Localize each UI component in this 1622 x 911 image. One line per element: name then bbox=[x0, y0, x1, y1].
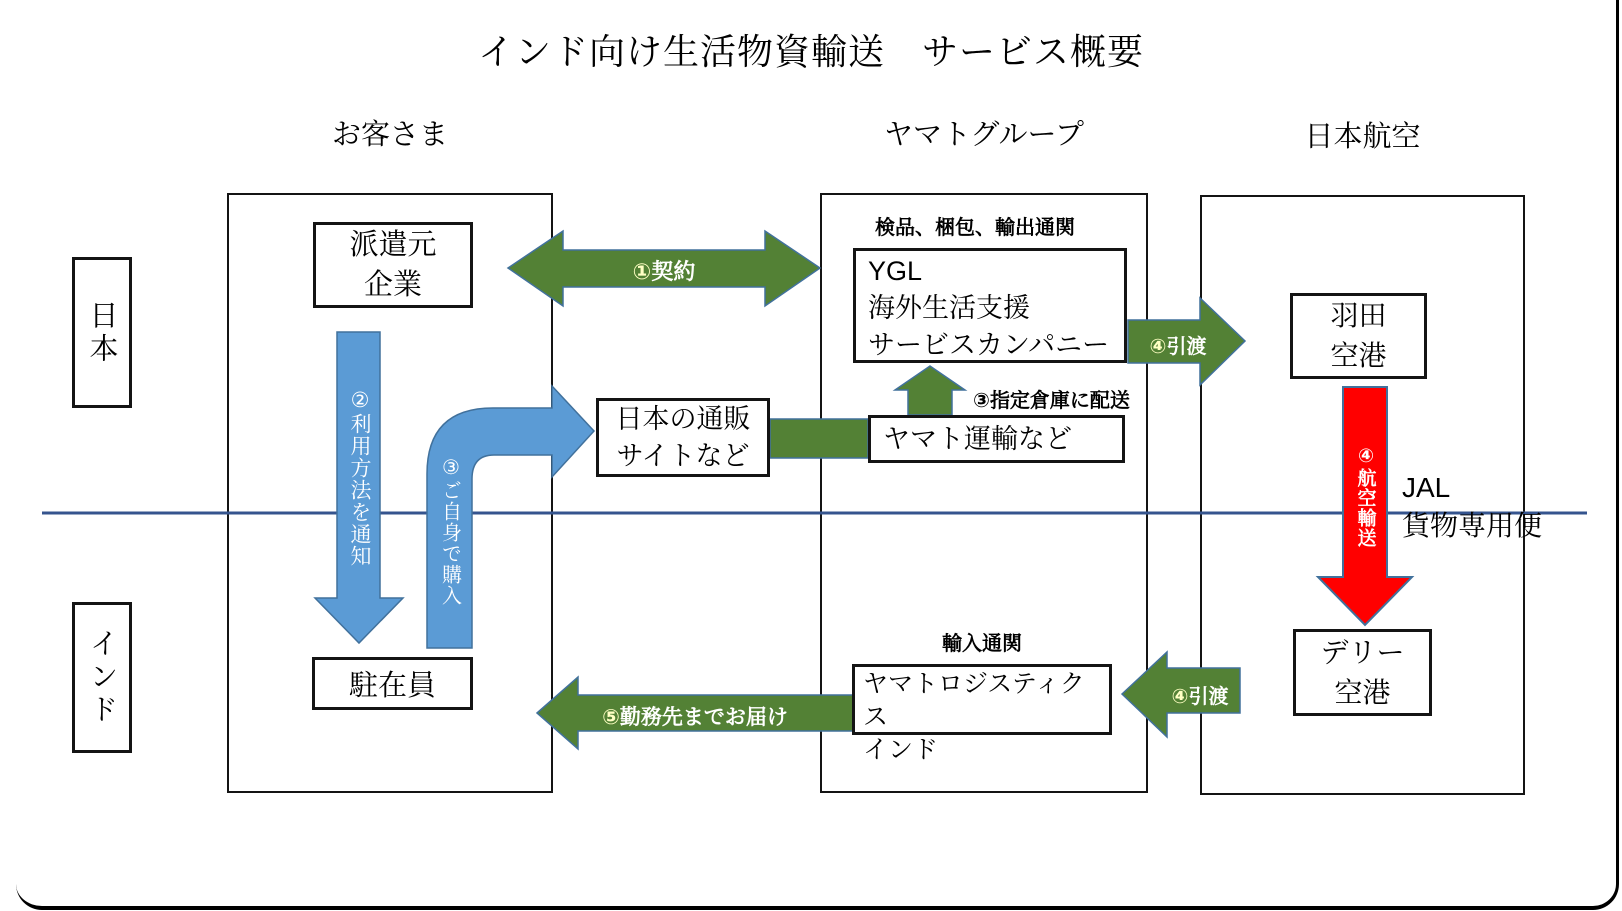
ygl-box bbox=[853, 248, 1127, 363]
page-title: インド向け生活物資輸送 サービス概要 bbox=[477, 31, 1144, 72]
self-purchase-arrow-label bbox=[435, 450, 465, 610]
delhi-line1: デリー bbox=[1320, 636, 1405, 668]
handover-japan-text: 引渡 bbox=[1166, 336, 1207, 358]
column-header-yamato-group: ヤマトグループ bbox=[883, 119, 1085, 151]
ec-site-box bbox=[596, 398, 770, 477]
ygl-line2: 海外生活支援 bbox=[868, 293, 1030, 323]
ygl-line1: YGL bbox=[868, 256, 923, 286]
warehouse-delivery-arrow bbox=[895, 366, 965, 415]
handover-india-number: ④ bbox=[1171, 686, 1189, 708]
yamato-transport-label: ヤマト運輸など bbox=[883, 424, 1072, 454]
contract-arrow-number: ① bbox=[632, 259, 652, 284]
handover-japan-arrow-label bbox=[1128, 330, 1228, 359]
warehouse-delivery-text: 指定倉庫に配送 bbox=[989, 390, 1130, 412]
jal-cargo-line2: 貨物専用便 bbox=[1402, 510, 1543, 541]
delhi-line2: 空港 bbox=[1334, 676, 1391, 708]
self-purchase-text: ご自身で購入 bbox=[438, 479, 461, 606]
air-transport-text: 航空輸送 bbox=[1354, 467, 1376, 548]
air-transport-number: ④ bbox=[1355, 444, 1376, 468]
ec-site-line2: サイトなど bbox=[616, 440, 750, 471]
handover-india-arrow-label bbox=[1155, 680, 1245, 709]
dispatch-company-box bbox=[313, 222, 473, 308]
air-transport-arrow-label bbox=[1350, 426, 1380, 566]
warehouse-delivery-number: ③ bbox=[973, 390, 990, 412]
handover-india-text: 引渡 bbox=[1188, 686, 1229, 708]
ygl-line3: サービスカンパニー bbox=[868, 330, 1110, 360]
self-purchase-number: ③ bbox=[439, 454, 461, 480]
ec-site-line1: 日本の通販 bbox=[615, 403, 751, 434]
final-delivery-text: 勤務先までお届け bbox=[619, 706, 788, 729]
yamato-logistics-box bbox=[852, 664, 1112, 764]
notify-usage-arrow-label bbox=[343, 372, 375, 582]
yamato-logistics-line2: インド bbox=[863, 736, 939, 764]
ygl-caption: 検品、梱包、輸出通関 bbox=[875, 217, 1075, 239]
haneda-line2: 空港 bbox=[1330, 340, 1387, 371]
column-header-customer: お客さま bbox=[331, 119, 448, 151]
delhi-airport-box bbox=[1293, 629, 1432, 716]
expatriate-label: 駐在員 bbox=[348, 670, 436, 702]
final-delivery-number: ⑤ bbox=[602, 706, 620, 729]
haneda-line1: 羽田 bbox=[1330, 300, 1387, 331]
dispatch-company-line1: 派遣元 bbox=[349, 229, 437, 261]
expatriate-box bbox=[312, 657, 473, 710]
jal-cargo-annotation bbox=[1402, 469, 1542, 545]
haneda-airport-box bbox=[1290, 293, 1427, 379]
yamato-logistics-line1: ヤマトロジスティクス bbox=[863, 670, 1085, 731]
yamato-transport-box bbox=[868, 415, 1125, 463]
dispatch-company-line2: 企業 bbox=[363, 269, 422, 301]
final-delivery-arrow-label bbox=[560, 701, 830, 731]
notify-usage-number: ② bbox=[348, 387, 371, 413]
region-label-japan: 日本 bbox=[72, 257, 132, 408]
region-label-india: インド bbox=[72, 602, 132, 753]
contract-arrow-text: 契約 bbox=[651, 259, 696, 284]
contract-arrow-label bbox=[508, 255, 820, 286]
column-header-japan-airlines: 日本航空 bbox=[1304, 121, 1421, 153]
import-customs-caption: 輸入通関 bbox=[942, 633, 1022, 655]
jal-cargo-line1: JAL bbox=[1402, 472, 1451, 503]
handover-japan-number: ④ bbox=[1149, 336, 1167, 358]
ec-connector-bar bbox=[770, 419, 868, 458]
warehouse-delivery-label bbox=[973, 384, 1130, 413]
notify-usage-text: 利用方法を通知 bbox=[348, 412, 371, 567]
